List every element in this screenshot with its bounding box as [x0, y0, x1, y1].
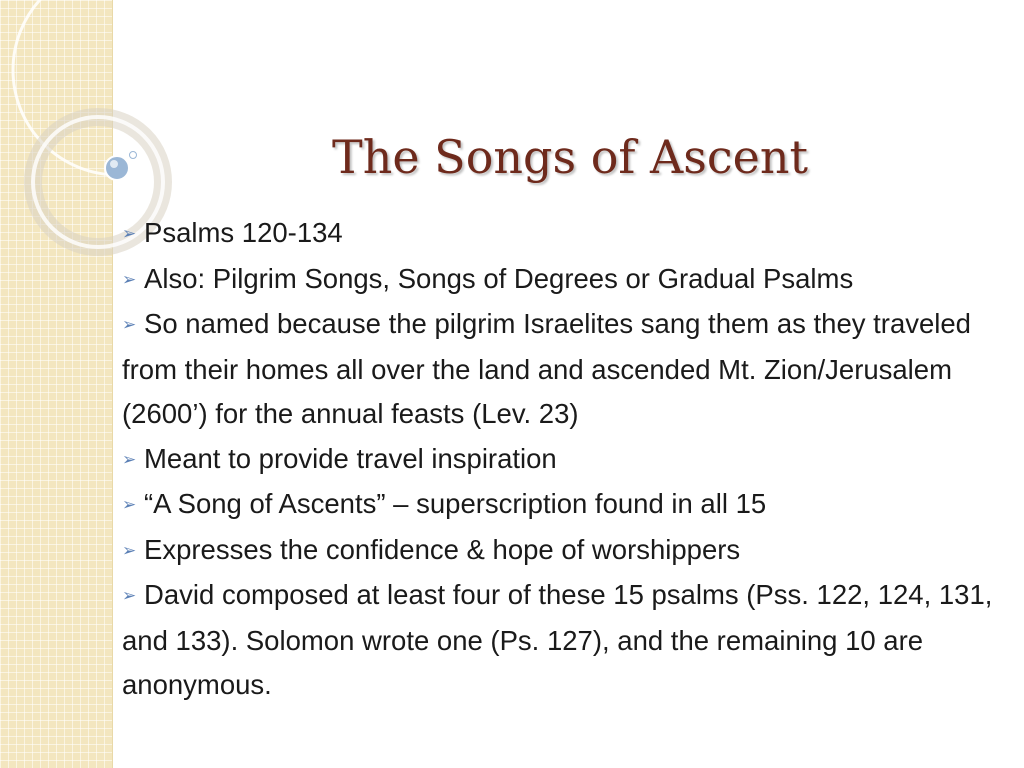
bullet-item [122, 482, 1017, 528]
arrow-bullet-icon: ➢ [122, 224, 137, 243]
bullet-item [122, 257, 1017, 303]
bullet-item [122, 528, 1017, 574]
arrow-bullet-icon: ➢ [122, 449, 137, 469]
bullet-list [122, 211, 1017, 708]
bullet-item [122, 573, 1017, 708]
arrow-bullet-icon: ➢ [122, 269, 137, 289]
slide-title: The Songs of Ascent [332, 130, 808, 184]
bullet-text: Psalms 120-134 [144, 217, 343, 248]
arrow-bullet-icon: ➢ [122, 540, 137, 560]
decorative-side-band [0, 0, 113, 768]
bullet-item [122, 302, 1017, 437]
bullet-text: David composed at least four of these 15 psalms (Pss. 122, 124, 131, and 133). Solomon wrote one (Ps. 127), and the remaining 10 are anonymous. [122, 579, 993, 700]
bullet-text: Expresses the confidence & hope of worshippers [144, 533, 741, 565]
arrow-bullet-icon: ➢ [122, 495, 137, 514]
bullet-item [122, 437, 1017, 483]
bullet-item [122, 211, 1017, 257]
bullet-text: “A Song of Ascents” – superscription found in all 15 [144, 488, 767, 519]
bullet-text: Meant to provide travel inspiration [144, 442, 557, 474]
arrow-bullet-icon: ➢ [122, 586, 137, 605]
bullet-text: Also: Pilgrim Songs, Songs of Degrees or Gradual Psalms [144, 262, 854, 294]
bullet-text: So named because the pilgrim Israelites sang them as they traveled from their homes all over the land and ascended Mt. Zion/Jerusalem (2600’) for the annual feasts (Lev. 23) [122, 308, 971, 429]
arrow-bullet-icon: ➢ [122, 315, 137, 334]
